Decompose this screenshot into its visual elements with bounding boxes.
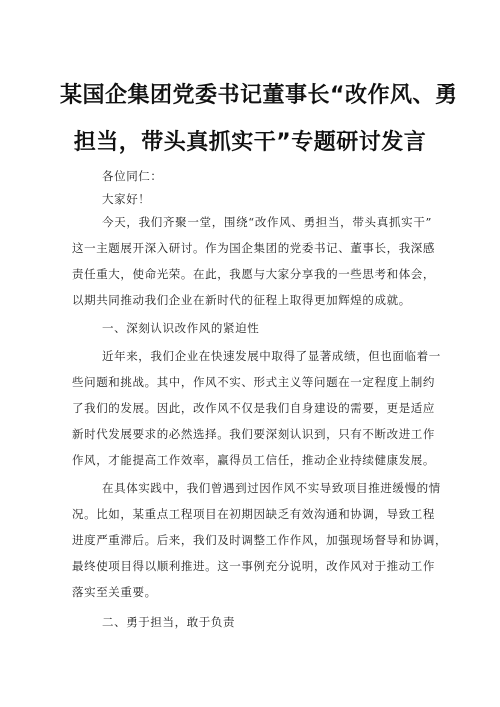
greeting: 大家好！ [102,192,151,206]
paragraph-1-line: 责任重大，使命光荣。在此，我愿与大家分享我的一些思考和体会， [72,267,435,281]
paragraph-3-line: 进度严重滞后。后来，我们及时调整工作作风，加强现场督导和协调， [72,533,448,547]
paragraph-3-line: 最终使项目得以顺利推进。这一事例充分说明，改作风对于推动工作 [72,559,435,573]
paragraph-2-line: 新时代发展要求的必然选择。我们要深刻认识到，只有不断改进工作 [72,427,435,441]
paragraph-3-line: 在具体实践中，我们曾遇到过因作风不实导致项目推进缓慢的情 [102,481,441,495]
paragraph-2-line: 了我们的发展。因此，改作风不仅是我们自身建设的需要，更是适应 [72,401,435,415]
paragraph-2-line: 近年来，我们企业在快速发展中取得了显著成绩，但也面临着一 [102,349,441,363]
paragraph-3-line: 况。比如，某重点工程项目在初期因缺乏有效沟通和协调，导致工程 [72,507,435,521]
paragraph-2-line: 作风，才能提高工作效率，赢得员工信任，推动企业持续健康发展。 [72,453,435,467]
document-title-line-1: 某国企集团党委书记董事长“改作风、勇 [60,83,458,108]
paragraph-1-line: 今天，我们齐聚一堂，围绕“改作风、勇担当，带头真抓实干” [102,215,432,229]
paragraph-2-line: 些问题和挑战。其中，作风不实、形式主义等问题在一定程度上制约 [72,375,435,389]
section-heading-1: 一、深刻认识改作风的紧迫性 [102,321,260,335]
salutation: 各位同仁： [102,169,163,183]
document-title-line-2: 担当，带头真抓实干”专题研讨发言 [73,130,427,155]
section-heading-2: 二、勇于担当，敢于负责 [102,615,236,629]
paragraph-1-line: 这一主题展开深入研讨。作为国企集团的党委书记、董事长，我深感 [72,241,435,255]
paragraph-3-line: 落实至关重要。 [72,585,157,599]
paragraph-1-line: 以期共同推动我们企业在新时代的征程上取得更加辉煌的成就。 [72,293,411,307]
